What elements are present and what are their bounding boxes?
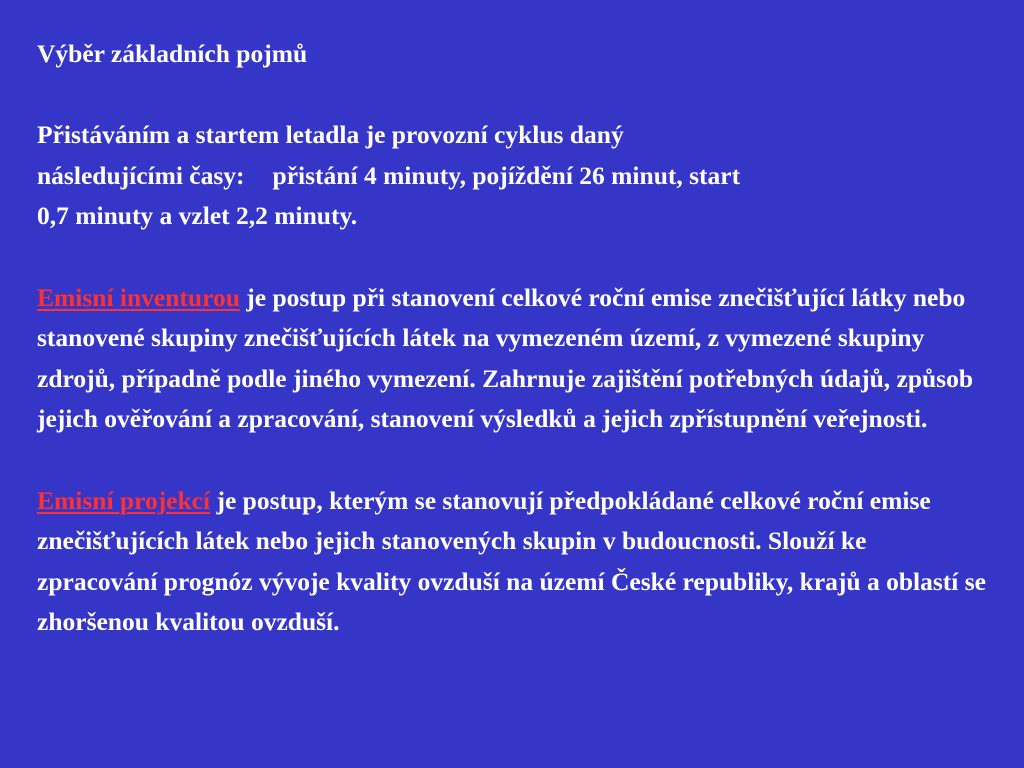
aircraft-cycle-line-3: 0,7 minuty a vzlet 2,2 minuty. — [37, 201, 358, 231]
emission-projection-paragraph — [37, 481, 988, 643]
emission-inventory-paragraph — [37, 278, 988, 440]
aircraft-cycle-line-2b: přistání 4 minuty, pojíždění 26 minut, start — [272, 160, 741, 190]
spacer — [37, 237, 988, 278]
aircraft-cycle-line-1: Přistáváním a startem letadla je provozní cyklus daný — [37, 120, 624, 150]
emission-projection-definition: je postup, kterým se stanovují předpokládané celkové roční emise znečišťujících látek nebo jejich stanovených skupin v budoucnosti. Slouží ke zpracování prognóz vývoje kvality ovzduší na území České republiky, krajů a oblastí se zhoršenou kvalitou ovzduší. — [37, 485, 986, 637]
spacer — [37, 75, 988, 116]
emission-inventory-definition: je postup při stanovení celkové roční emise znečišťující látky nebo stanovené skupiny znečišťujících látek na vymezeném území, z vymezené skupiny zdrojů, případně podle jiného vymezení. Zahrnuje zajištění potřebných údajů, způsob jejich ověřování a zpracování, stanovení výsledků a jejich zpřístupnění veřejnosti. — [37, 282, 974, 434]
slide-heading: Výběr základních pojmů — [37, 39, 308, 68]
spacer — [37, 440, 988, 481]
aircraft-cycle-line-2a: následujícími časy: — [37, 160, 245, 190]
aircraft-cycle-paragraph — [37, 115, 988, 237]
emission-projection-term-link[interactable]: Emisní projekcí — [37, 485, 211, 515]
emission-inventory-term-link[interactable]: Emisní inventurou — [37, 282, 240, 312]
